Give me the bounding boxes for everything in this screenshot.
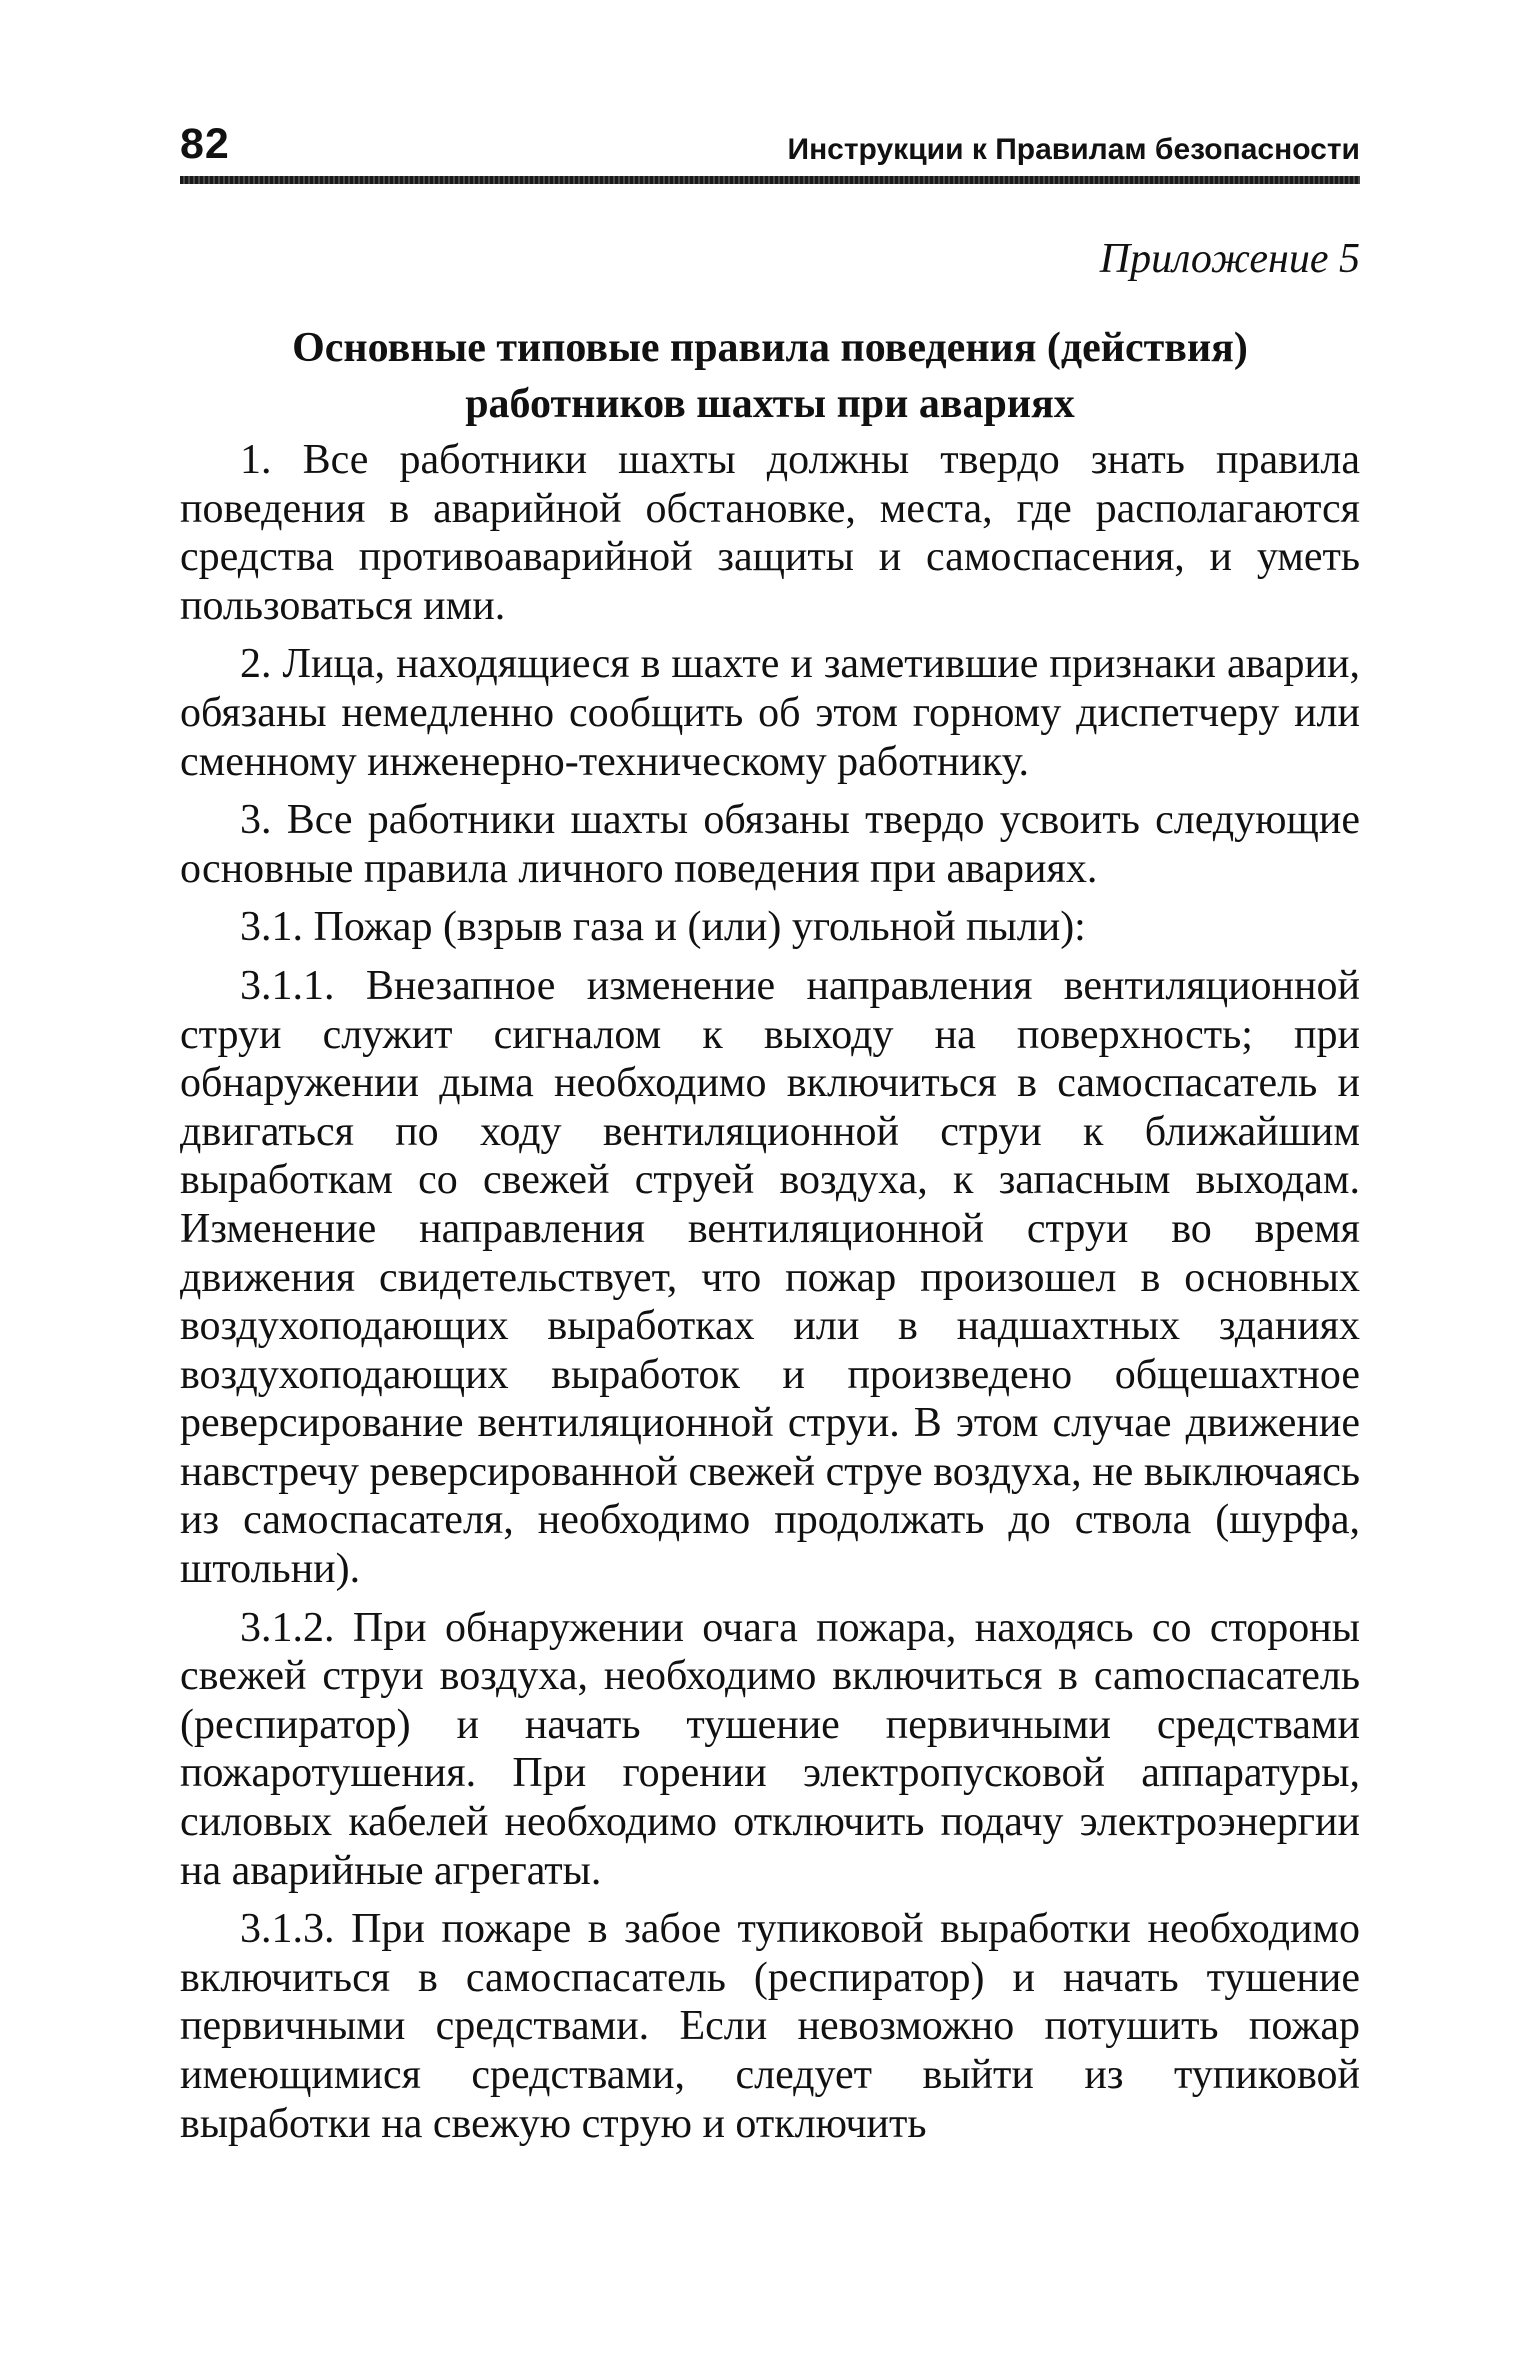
- paragraph-3-1-1: 3.1.1. Внезапное изменение направления вентиляционной струи служит сигналом к выходу на поверхность; при обнаружении дыма необходимо включиться в самоспасатель и двигаться по ходу вентиляционной струи к ближайшим выработкам со свежей струей воздуха, к запасным выходам. Изменение направления вентиляционной струи во время движения свидетельствует, что пожар произошел в основных воздухоподающих выработках или в надшахтных зданиях воздухоподающих выработок и произведено общешахтное реверсирование вентиляционной струи. В этом случае движение навстречу реверсированной свежей струе воздуха, не выключаясь из самоспасателя, необходимо продолжать до ствола (шурфа, штольни).: [180, 962, 1360, 1593]
- paragraph-3-1-3: 3.1.3. При пожаре в забое тупиковой выработки необходимо включиться в самоспасатель (респиратор) и начать тушение первичными средствами. Если невозможно потушить пожар имеющимися средствами, следует выйти из тупиковой выработки на свежую струю и отключить: [180, 1906, 1360, 2147]
- document-title-line-2: работников шахты при авариях: [465, 381, 1075, 427]
- paragraph-1: 1. Все работники шахты должны твердо знать правила поведения в аварийной обстановке, места, где располагаются средства противоаварийной защиты и самоспасения, и уметь пользоваться ими.: [180, 437, 1360, 629]
- appendix-label: Приложение 5: [1099, 236, 1360, 282]
- paragraph-3-1: 3.1. Пожар (взрыв газа и (или) угольной пыли):: [240, 904, 1086, 951]
- paragraph-2: 2. Лица, находящиеся в шахте и заметившие признаки аварии, обязаны немедленно сообщить об этом горному диспетчеру или сменному инженерно-техническому работнику.: [180, 641, 1360, 785]
- paragraph-3-1-2: 3.1.2. При обнаружении очага пожара, находясь со стороны свежей струи воздуха, необходимо включиться в саmоспасатель (респиратор) и начать тушение первичными средствами пожаротушения. При горении электропусковой аппаратуры, силовых кабелей необходимо отключить подачу электроэнергии на аварийные агрегаты.: [180, 1604, 1360, 1894]
- book-page: [180, 0, 1360, 2362]
- body-text: [180, 436, 1360, 2158]
- running-head: [180, 118, 1360, 178]
- page-number: 82: [180, 120, 230, 168]
- header-rule: [180, 176, 1360, 184]
- document-title-line-1: Основные типовые правила поведения (действия): [292, 325, 1248, 371]
- paragraph-3: 3. Все работники шахты обязаны твердо усвоить следующие основные правила личного поведения при авариях.: [180, 797, 1360, 892]
- document-title: [180, 320, 1360, 432]
- running-title: Инструкции к Правилам безопасности: [787, 133, 1360, 166]
